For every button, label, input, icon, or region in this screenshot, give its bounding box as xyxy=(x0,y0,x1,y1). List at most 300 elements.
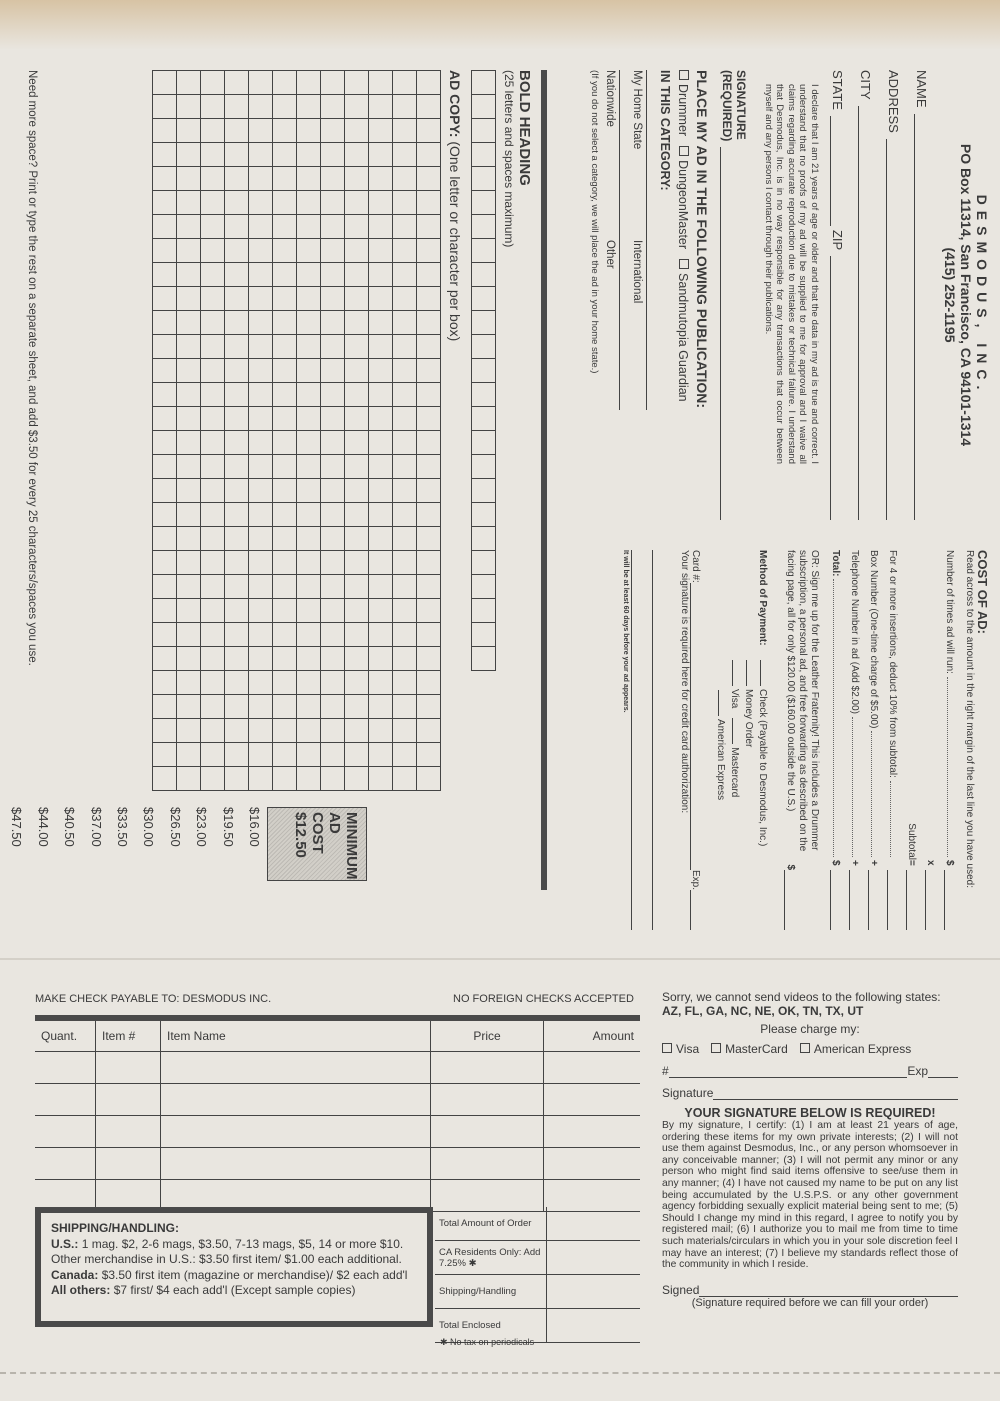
letter-box[interactable] xyxy=(177,191,201,215)
letter-box[interactable] xyxy=(177,311,201,335)
letter-box[interactable] xyxy=(273,383,297,407)
ca-tax-row[interactable]: CA Residents Only: Add 7.25% ✱ xyxy=(435,1241,640,1275)
letter-box[interactable] xyxy=(472,335,496,359)
letter-box[interactable] xyxy=(321,599,345,623)
letter-box[interactable] xyxy=(472,287,496,311)
letter-box[interactable] xyxy=(345,359,369,383)
letter-box[interactable] xyxy=(273,407,297,431)
letter-box[interactable] xyxy=(177,647,201,671)
order-row[interactable] xyxy=(35,1148,640,1180)
letter-box[interactable] xyxy=(273,191,297,215)
letter-box[interactable] xyxy=(249,455,273,479)
letter-box[interactable] xyxy=(153,551,177,575)
letter-box[interactable] xyxy=(369,191,393,215)
letter-box[interactable] xyxy=(369,767,393,791)
letter-box[interactable] xyxy=(417,695,441,719)
letter-box[interactable] xyxy=(345,743,369,767)
letter-box[interactable] xyxy=(417,215,441,239)
letter-box[interactable] xyxy=(249,647,273,671)
letter-box[interactable] xyxy=(177,407,201,431)
signed-field[interactable]: Signed xyxy=(662,1283,958,1297)
letter-box[interactable] xyxy=(177,71,201,95)
letter-box[interactable] xyxy=(225,71,249,95)
letter-box[interactable] xyxy=(153,263,177,287)
letter-box[interactable] xyxy=(321,407,345,431)
payment-mastercard[interactable]: Mastercard xyxy=(729,718,740,797)
letter-box[interactable] xyxy=(393,239,417,263)
letter-box[interactable] xyxy=(201,743,225,767)
letter-box[interactable] xyxy=(273,143,297,167)
letter-box[interactable] xyxy=(201,143,225,167)
letter-box[interactable] xyxy=(321,335,345,359)
letter-box[interactable] xyxy=(201,95,225,119)
letter-box[interactable] xyxy=(273,239,297,263)
letter-box[interactable] xyxy=(345,455,369,479)
letter-box[interactable] xyxy=(369,647,393,671)
letter-box[interactable] xyxy=(472,503,496,527)
card-visa[interactable]: Visa xyxy=(662,1042,699,1056)
letter-box[interactable] xyxy=(472,119,496,143)
letter-box[interactable] xyxy=(225,215,249,239)
card-exp-input[interactable] xyxy=(928,1065,958,1078)
card-number-field[interactable]: Card #: Exp. xyxy=(690,550,703,930)
checkbox-icon[interactable] xyxy=(680,259,690,269)
card-exp-input[interactable] xyxy=(690,890,703,930)
letter-box[interactable] xyxy=(472,527,496,551)
letter-box[interactable] xyxy=(153,239,177,263)
signed-input[interactable] xyxy=(699,1284,958,1297)
letter-box[interactable] xyxy=(297,119,321,143)
letter-box[interactable] xyxy=(417,191,441,215)
letter-box[interactable] xyxy=(417,719,441,743)
letter-box[interactable] xyxy=(201,551,225,575)
letter-box[interactable] xyxy=(472,191,496,215)
signature-field[interactable] xyxy=(721,70,749,520)
letter-box[interactable] xyxy=(153,527,177,551)
letter-box[interactable] xyxy=(153,575,177,599)
letter-box[interactable] xyxy=(345,551,369,575)
letter-box[interactable] xyxy=(201,287,225,311)
letter-box[interactable] xyxy=(153,647,177,671)
letter-box[interactable] xyxy=(153,671,177,695)
card-mastercard[interactable]: MasterCard xyxy=(711,1042,788,1056)
letter-box[interactable] xyxy=(177,359,201,383)
address-input[interactable] xyxy=(886,139,901,520)
letter-box[interactable] xyxy=(153,743,177,767)
letter-box[interactable] xyxy=(369,455,393,479)
letter-box[interactable] xyxy=(369,119,393,143)
category-home-state[interactable]: My Home State xyxy=(632,70,656,240)
letter-box[interactable] xyxy=(177,551,201,575)
letter-box[interactable] xyxy=(417,551,441,575)
category-nationwide[interactable]: Nationwide xyxy=(605,70,629,240)
letter-box[interactable] xyxy=(472,311,496,335)
letter-box[interactable] xyxy=(321,95,345,119)
checkbox-icon[interactable] xyxy=(800,1043,810,1053)
letter-box[interactable] xyxy=(273,95,297,119)
letter-box[interactable] xyxy=(225,311,249,335)
letter-box[interactable] xyxy=(393,311,417,335)
order-row[interactable] xyxy=(35,1116,640,1148)
card-number-field[interactable]: # Exp xyxy=(662,1064,958,1078)
letter-box[interactable] xyxy=(201,575,225,599)
discount-input[interactable] xyxy=(887,870,900,930)
letter-box[interactable] xyxy=(417,359,441,383)
letter-box[interactable] xyxy=(393,527,417,551)
letter-box[interactable] xyxy=(153,287,177,311)
ad-copy-grid[interactable] xyxy=(152,70,441,791)
letter-box[interactable] xyxy=(153,215,177,239)
letter-box[interactable] xyxy=(345,95,369,119)
letter-box[interactable] xyxy=(417,527,441,551)
letter-box[interactable] xyxy=(249,575,273,599)
payment-amex[interactable]: American Express xyxy=(715,690,726,800)
letter-box[interactable] xyxy=(153,767,177,791)
letter-box[interactable] xyxy=(417,647,441,671)
letter-box[interactable] xyxy=(225,143,249,167)
letter-box[interactable] xyxy=(249,431,273,455)
letter-box[interactable] xyxy=(393,647,417,671)
letter-box[interactable] xyxy=(249,695,273,719)
letter-box[interactable] xyxy=(297,239,321,263)
letter-box[interactable] xyxy=(321,263,345,287)
letter-box[interactable] xyxy=(177,215,201,239)
letter-box[interactable] xyxy=(225,167,249,191)
letter-box[interactable] xyxy=(249,599,273,623)
letter-box[interactable] xyxy=(153,359,177,383)
letter-box[interactable] xyxy=(177,767,201,791)
letter-box[interactable] xyxy=(273,623,297,647)
letter-box[interactable] xyxy=(225,191,249,215)
telephone-input[interactable] xyxy=(849,870,862,930)
letter-box[interactable] xyxy=(201,119,225,143)
letter-box[interactable] xyxy=(417,71,441,95)
letter-box[interactable] xyxy=(249,287,273,311)
letter-box[interactable] xyxy=(201,431,225,455)
letter-box[interactable] xyxy=(297,407,321,431)
letter-box[interactable] xyxy=(393,455,417,479)
total-enclosed-row[interactable]: Total Enclosed xyxy=(435,1309,640,1343)
category-other[interactable]: Other xyxy=(605,240,629,410)
subtotal-input[interactable] xyxy=(906,870,919,930)
letter-box[interactable] xyxy=(201,623,225,647)
letter-box[interactable] xyxy=(393,143,417,167)
box-number-input[interactable] xyxy=(868,870,881,930)
letter-box[interactable] xyxy=(153,311,177,335)
letter-box[interactable] xyxy=(472,383,496,407)
letter-box[interactable] xyxy=(393,575,417,599)
letter-box[interactable] xyxy=(201,71,225,95)
letter-box[interactable] xyxy=(153,407,177,431)
letter-box[interactable] xyxy=(393,95,417,119)
letter-box[interactable] xyxy=(369,551,393,575)
letter-box[interactable] xyxy=(225,599,249,623)
letter-box[interactable] xyxy=(225,431,249,455)
letter-box[interactable] xyxy=(472,95,496,119)
letter-box[interactable] xyxy=(177,239,201,263)
letter-box[interactable] xyxy=(345,119,369,143)
letter-box[interactable] xyxy=(249,143,273,167)
letter-box[interactable] xyxy=(201,719,225,743)
letter-box[interactable] xyxy=(153,695,177,719)
letter-box[interactable] xyxy=(201,215,225,239)
letter-box[interactable] xyxy=(345,383,369,407)
letter-box[interactable] xyxy=(345,503,369,527)
letter-box[interactable] xyxy=(225,407,249,431)
letter-box[interactable] xyxy=(273,215,297,239)
letter-box[interactable] xyxy=(393,335,417,359)
letter-box[interactable] xyxy=(472,599,496,623)
letter-box[interactable] xyxy=(201,383,225,407)
letter-box[interactable] xyxy=(249,215,273,239)
letter-box[interactable] xyxy=(249,359,273,383)
letter-box[interactable] xyxy=(153,191,177,215)
letter-box[interactable] xyxy=(321,479,345,503)
letter-box[interactable] xyxy=(417,383,441,407)
letter-box[interactable] xyxy=(153,167,177,191)
letter-box[interactable] xyxy=(297,143,321,167)
letter-box[interactable] xyxy=(393,167,417,191)
letter-box[interactable] xyxy=(177,455,201,479)
letter-box[interactable] xyxy=(249,263,273,287)
letter-box[interactable] xyxy=(345,431,369,455)
letter-box[interactable] xyxy=(369,671,393,695)
letter-box[interactable] xyxy=(417,455,441,479)
letter-box[interactable] xyxy=(249,743,273,767)
letter-box[interactable] xyxy=(393,287,417,311)
letter-box[interactable] xyxy=(369,527,393,551)
zip-input[interactable] xyxy=(830,256,845,520)
letter-box[interactable] xyxy=(297,215,321,239)
letter-box[interactable] xyxy=(297,191,321,215)
publication-drummer[interactable]: Drummer xyxy=(677,70,691,136)
letter-box[interactable] xyxy=(273,551,297,575)
letter-box[interactable] xyxy=(201,359,225,383)
times-input[interactable] xyxy=(925,870,938,930)
discount-line[interactable]: For 4 or more insertions, deduct 10% from subtotal: xyxy=(887,550,900,930)
letter-box[interactable] xyxy=(273,503,297,527)
letter-box[interactable] xyxy=(249,503,273,527)
letter-box[interactable] xyxy=(273,719,297,743)
order-row[interactable] xyxy=(35,1084,640,1116)
letter-box[interactable] xyxy=(417,623,441,647)
letter-box[interactable] xyxy=(201,191,225,215)
letter-box[interactable] xyxy=(393,767,417,791)
cost-line[interactable]: x xyxy=(925,550,938,930)
letter-box[interactable] xyxy=(225,359,249,383)
letter-box[interactable] xyxy=(369,287,393,311)
letter-box[interactable] xyxy=(321,503,345,527)
letter-box[interactable] xyxy=(153,719,177,743)
letter-box[interactable] xyxy=(472,551,496,575)
letter-box[interactable] xyxy=(472,479,496,503)
letter-box[interactable] xyxy=(369,383,393,407)
letter-box[interactable] xyxy=(297,383,321,407)
checkbox-icon[interactable] xyxy=(680,146,690,156)
letter-box[interactable] xyxy=(177,263,201,287)
letter-box[interactable] xyxy=(369,263,393,287)
letter-box[interactable] xyxy=(177,143,201,167)
letter-box[interactable] xyxy=(201,407,225,431)
subtotal-line[interactable]: Subtotal = xyxy=(906,550,919,930)
letter-box[interactable] xyxy=(345,311,369,335)
letter-box[interactable] xyxy=(321,671,345,695)
letter-box[interactable] xyxy=(201,455,225,479)
letter-box[interactable] xyxy=(201,503,225,527)
letter-box[interactable] xyxy=(273,647,297,671)
letter-box[interactable] xyxy=(393,191,417,215)
letter-box[interactable] xyxy=(472,647,496,671)
letter-box[interactable] xyxy=(369,575,393,599)
letter-box[interactable] xyxy=(297,167,321,191)
letter-box[interactable] xyxy=(369,215,393,239)
letter-box[interactable] xyxy=(225,767,249,791)
letter-box[interactable] xyxy=(472,71,496,95)
letter-box[interactable] xyxy=(393,503,417,527)
letter-box[interactable] xyxy=(369,359,393,383)
letter-box[interactable] xyxy=(249,719,273,743)
letter-box[interactable] xyxy=(201,263,225,287)
letter-box[interactable] xyxy=(321,359,345,383)
letter-box[interactable] xyxy=(417,767,441,791)
letter-box[interactable] xyxy=(345,695,369,719)
letter-box[interactable] xyxy=(369,503,393,527)
letter-box[interactable] xyxy=(472,239,496,263)
letter-box[interactable] xyxy=(201,335,225,359)
letter-box[interactable] xyxy=(273,695,297,719)
letter-box[interactable] xyxy=(153,479,177,503)
letter-box[interactable] xyxy=(417,263,441,287)
letter-box[interactable] xyxy=(321,167,345,191)
letter-box[interactable] xyxy=(249,239,273,263)
letter-box[interactable] xyxy=(249,119,273,143)
letter-box[interactable] xyxy=(297,575,321,599)
leather-fraternity-offer[interactable]: OR: Sign me up for the Leather Fraternity! This includes a Drummer subscription, a personal ad, and free forwarding as described on the facing page, all for only $120.00 ($160.00 outside the U.S.) $ xyxy=(784,550,820,930)
letter-box[interactable] xyxy=(417,671,441,695)
category-international[interactable]: International xyxy=(632,240,656,410)
letter-box[interactable] xyxy=(393,359,417,383)
letter-box[interactable] xyxy=(321,719,345,743)
letter-box[interactable] xyxy=(177,743,201,767)
letter-box[interactable] xyxy=(153,599,177,623)
letter-box[interactable] xyxy=(321,239,345,263)
letter-box[interactable] xyxy=(321,143,345,167)
state-zip-field[interactable] xyxy=(830,70,848,520)
letter-box[interactable] xyxy=(417,407,441,431)
letter-box[interactable] xyxy=(225,623,249,647)
letter-box[interactable] xyxy=(249,71,273,95)
letter-box[interactable] xyxy=(297,359,321,383)
letter-box[interactable] xyxy=(321,71,345,95)
letter-box[interactable] xyxy=(417,119,441,143)
box-number-line[interactable]: Box Number (One-time charge of $5.00) + xyxy=(868,550,881,930)
letter-box[interactable] xyxy=(393,551,417,575)
letter-box[interactable] xyxy=(273,71,297,95)
letter-box[interactable] xyxy=(345,167,369,191)
letter-box[interactable] xyxy=(321,215,345,239)
letter-box[interactable] xyxy=(321,551,345,575)
letter-box[interactable] xyxy=(417,287,441,311)
letter-box[interactable] xyxy=(225,287,249,311)
letter-box[interactable] xyxy=(345,263,369,287)
letter-box[interactable] xyxy=(345,143,369,167)
letter-box[interactable] xyxy=(249,623,273,647)
letter-box[interactable] xyxy=(153,95,177,119)
shipping-row[interactable]: Shipping/Handling xyxy=(435,1275,640,1309)
letter-box[interactable] xyxy=(225,335,249,359)
letter-box[interactable] xyxy=(297,431,321,455)
letter-box[interactable] xyxy=(225,263,249,287)
city-input[interactable] xyxy=(858,106,873,520)
letter-box[interactable] xyxy=(297,455,321,479)
letter-box[interactable] xyxy=(369,407,393,431)
letter-box[interactable] xyxy=(177,167,201,191)
letter-box[interactable] xyxy=(249,479,273,503)
letter-box[interactable] xyxy=(297,479,321,503)
letter-box[interactable] xyxy=(177,695,201,719)
letter-box[interactable] xyxy=(472,263,496,287)
address-field[interactable] xyxy=(886,70,904,520)
letter-box[interactable] xyxy=(321,431,345,455)
letter-box[interactable] xyxy=(153,503,177,527)
letter-box[interactable] xyxy=(321,527,345,551)
letter-box[interactable] xyxy=(201,767,225,791)
order-row[interactable] xyxy=(35,1052,640,1084)
letter-box[interactable] xyxy=(153,71,177,95)
letter-box[interactable] xyxy=(297,599,321,623)
letter-box[interactable] xyxy=(297,647,321,671)
letter-box[interactable] xyxy=(225,671,249,695)
letter-box[interactable] xyxy=(345,719,369,743)
letter-box[interactable] xyxy=(273,575,297,599)
letter-box[interactable] xyxy=(273,263,297,287)
letter-box[interactable] xyxy=(249,167,273,191)
letter-box[interactable] xyxy=(177,383,201,407)
checkbox-icon[interactable] xyxy=(680,70,690,80)
total-order-row[interactable]: Total Amount of Order xyxy=(435,1207,640,1241)
letter-box[interactable] xyxy=(321,191,345,215)
letter-box[interactable] xyxy=(417,95,441,119)
letter-box[interactable] xyxy=(417,143,441,167)
letter-box[interactable] xyxy=(297,311,321,335)
payment-check[interactable]: Check (Payable to Desmodus, Inc.) xyxy=(757,660,768,846)
letter-box[interactable] xyxy=(273,671,297,695)
letter-box[interactable] xyxy=(297,335,321,359)
letter-box[interactable] xyxy=(297,503,321,527)
letter-box[interactable] xyxy=(273,767,297,791)
letter-box[interactable] xyxy=(177,335,201,359)
letter-box[interactable] xyxy=(345,407,369,431)
letter-box[interactable] xyxy=(201,311,225,335)
publication-dungeonmaster[interactable]: DungeonMaster xyxy=(677,146,691,249)
state-input[interactable] xyxy=(830,116,845,226)
letter-box[interactable] xyxy=(345,647,369,671)
letter-box[interactable] xyxy=(345,71,369,95)
publication-sandmutopia[interactable]: Sandmutopia Guardian xyxy=(677,259,691,402)
letter-box[interactable] xyxy=(369,719,393,743)
letter-box[interactable] xyxy=(201,695,225,719)
letter-box[interactable] xyxy=(393,623,417,647)
letter-box[interactable] xyxy=(297,719,321,743)
letter-box[interactable] xyxy=(177,287,201,311)
letter-box[interactable] xyxy=(345,623,369,647)
letter-box[interactable] xyxy=(345,527,369,551)
letter-box[interactable] xyxy=(153,143,177,167)
name-input[interactable] xyxy=(914,114,929,520)
letter-box[interactable] xyxy=(177,599,201,623)
letter-box[interactable] xyxy=(393,407,417,431)
letter-box[interactable] xyxy=(273,311,297,335)
